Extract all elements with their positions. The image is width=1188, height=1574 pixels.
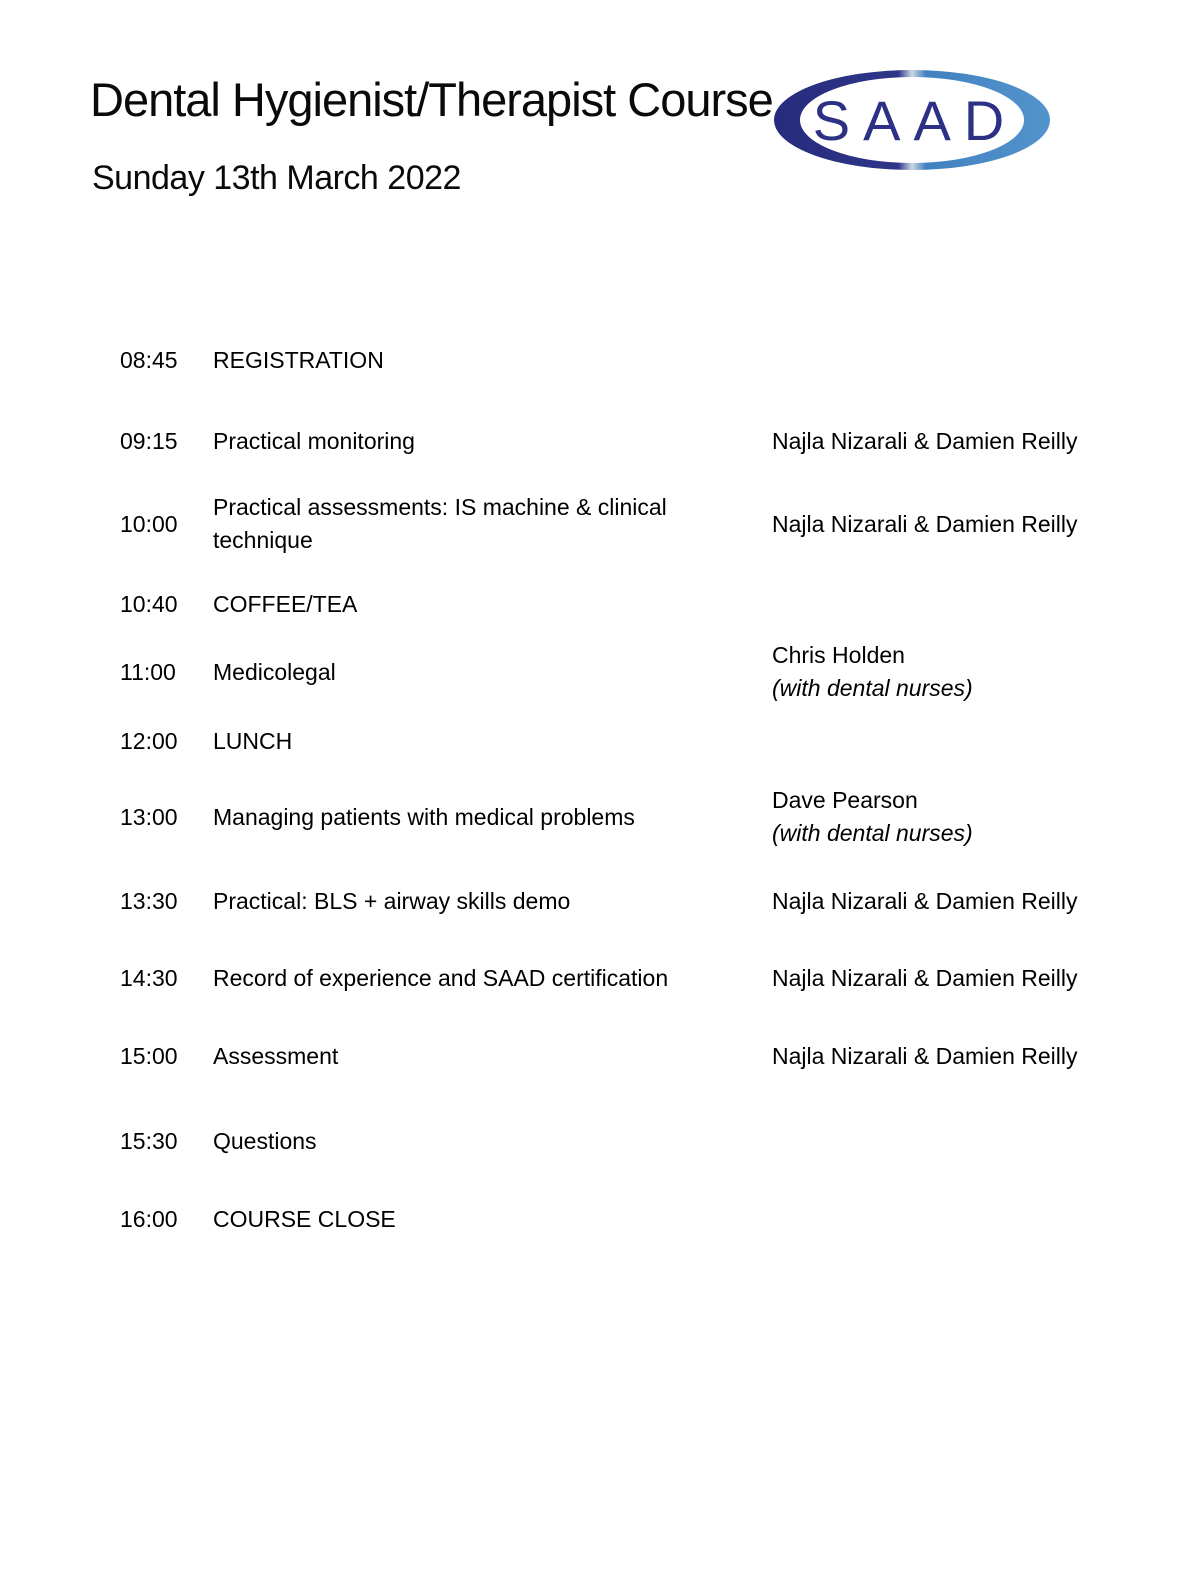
schedule-row bbox=[120, 721, 1130, 761]
time-cell: 14:30 bbox=[120, 964, 178, 991]
presenter-cell bbox=[772, 508, 1130, 541]
time-cell: 15:30 bbox=[120, 1127, 178, 1154]
schedule-row bbox=[120, 1036, 1130, 1076]
time-cell: 10:40 bbox=[120, 590, 178, 617]
presenter-name: Najla Nizarali & Damien Reilly bbox=[772, 887, 1078, 914]
schedule-row bbox=[120, 488, 1130, 560]
time-cell: 12:00 bbox=[120, 727, 178, 754]
presenter-note: (with dental nurses) bbox=[772, 675, 973, 701]
presenter-cell bbox=[772, 962, 1130, 995]
presenter-cell bbox=[772, 639, 1130, 705]
activity-cell: Assessment bbox=[213, 1042, 339, 1069]
presenter-name: Najla Nizarali & Damien Reilly bbox=[772, 510, 1078, 537]
schedule-row bbox=[120, 881, 1130, 921]
activity-cell: Questions bbox=[213, 1127, 317, 1154]
time-cell: 09:15 bbox=[120, 427, 178, 454]
saad-logo-text: SAAD bbox=[812, 89, 1018, 152]
activity-cell: Practical monitoring bbox=[213, 427, 415, 454]
schedule-row bbox=[120, 340, 1130, 380]
presenter-cell bbox=[772, 425, 1130, 458]
schedule-row bbox=[120, 584, 1130, 624]
time-cell: 08:45 bbox=[120, 346, 178, 373]
schedule-row bbox=[120, 1199, 1130, 1239]
presenter-name: Chris Holden bbox=[772, 642, 905, 668]
saad-logo-ellipse-icon bbox=[772, 68, 1052, 172]
activity-cell: Practical assessments: IS machine & clinical technique bbox=[213, 494, 667, 553]
time-cell: 16:00 bbox=[120, 1205, 178, 1232]
presenter-name: Dave Pearson bbox=[772, 787, 918, 813]
activity-cell: Medicolegal bbox=[213, 658, 336, 685]
schedule-row bbox=[120, 636, 1130, 708]
activity-cell: LUNCH bbox=[213, 727, 293, 754]
time-cell: 13:30 bbox=[120, 887, 178, 914]
time-cell: 13:00 bbox=[120, 803, 178, 830]
activity-cell: REGISTRATION bbox=[213, 346, 384, 373]
presenter-name: Najla Nizarali & Damien Reilly bbox=[772, 427, 1078, 454]
activity-cell: Managing patients with medical problems bbox=[213, 803, 635, 830]
presenter-name: Najla Nizarali & Damien Reilly bbox=[772, 964, 1078, 991]
schedule-row bbox=[120, 781, 1130, 853]
activity-cell: COFFEE/TEA bbox=[213, 590, 358, 617]
time-cell: 15:00 bbox=[120, 1042, 178, 1069]
course-title: Dental Hygienist/Therapist Course bbox=[90, 73, 773, 126]
course-date: Sunday 13th March 2022 bbox=[92, 159, 461, 197]
presenter-note: (with dental nurses) bbox=[772, 820, 973, 846]
activity-cell: Practical: BLS + airway skills demo bbox=[213, 887, 571, 914]
time-cell: 10:00 bbox=[120, 510, 178, 537]
schedule-row bbox=[120, 421, 1130, 461]
schedule-row bbox=[120, 958, 1130, 998]
activity-cell: COURSE CLOSE bbox=[213, 1205, 396, 1232]
presenter-cell bbox=[772, 885, 1130, 918]
activity-cell: Record of experience and SAAD certification bbox=[213, 964, 669, 991]
presenter-cell bbox=[772, 1040, 1130, 1073]
schedule-row bbox=[120, 1121, 1130, 1161]
presenter-cell bbox=[772, 784, 1130, 850]
presenter-name: Najla Nizarali & Damien Reilly bbox=[772, 1042, 1078, 1069]
time-cell: 11:00 bbox=[120, 658, 176, 685]
saad-logo bbox=[772, 68, 1052, 172]
